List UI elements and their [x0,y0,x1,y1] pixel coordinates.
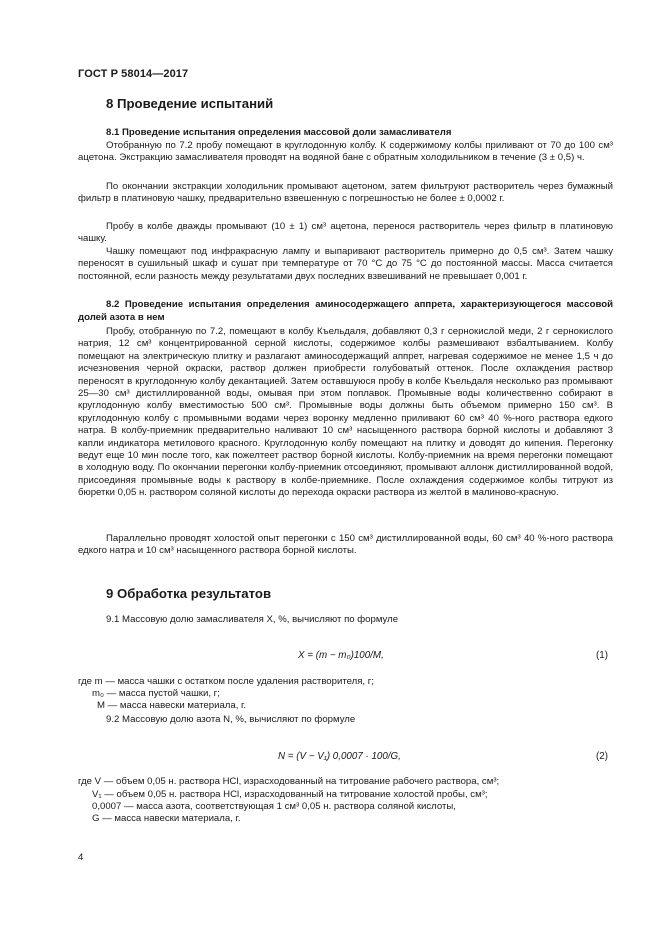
subsection-8-1-title: 8.1 Проведение испытания определения массовой доли замасливателя [106,127,452,138]
paragraph-9-2: 9.2 Массовую долю азота N, %, вычисляют по формуле [106,714,356,725]
paragraph-8-1-3: Пробу в колбе дважды промывают (10 ± 1) см³ ацетона, перенося растворитель через фильтр в платиновую чашку. [78,221,613,245]
paragraph-9-1: 9.1 Массовую долю замасливателя X, %, вычисляют по формуле [106,614,399,625]
formula-1-number: (1) [596,650,608,661]
where-1-line-1: где m — масса чашки с остатком после удаления растворителя, г; [78,676,374,687]
where-2-line-2: V₁ — объем 0,05 н. раствора HCl, израсходованный на титрование холостой пробы, см³; [92,789,488,800]
paragraph-8-1-1: Отобранную по 7.2 пробу помещают в круглодонную колбу. К содержимому колбы приливают от 70 до 100 см³ ацетона. Экстракцию замасливателя проводят на водяной бане с обратным холодильником в течение (3 ± 0,5) ч. [78,140,613,164]
paragraph-8-2-1: Пробу, отобранную по 7.2, помещают в колбу Къельдаля, добавляют 0,3 г сернокислой меди, 2 г сернокислого натрия, 12 см³ концентрированной серной кислоты, содержимое колбы размешивают взбалтыванием. Колбу помещают на электрическую плитку и разлагают аминосодержащий аппрет, нагревая содержимое не менее 1,5 ч до исчезновения черной окраски, раствор должен приобрести голубоватый оттенок. После охлаждения раствор переносят в круглодонную колбу декантацией. Затем оставшуюся пробу в колбе Къельдаля несколько раз промывают 25—30 см³ дистиллированной воды, омывая при этом поплавок. Промывные воды количественно собирают в круглодонную колбу вместимостью 500 см³. Промывные воды должны быть объемом примерно 150 см³. В круглодонную колбу с промывными водами через воронку медленно приливают 60 см³ 40 %-ного раствора едкого натра. В колбу-приемник предварительно наливают 10 см³ насыщенного раствора борной кислоты и добавляют 3 капли индикатора метилового красного. Круглодонную колбу помещают на плитку и доводят до кипения. Перегонку ведут еще 10 мин после того, как пожелтеет раствор борной кислоты. Колбу-приемник на время перегонки помещают в холодную воду. По окончании перегонки колбу-приемник отсоединяют, промывают аллонж дистиллированной водой, присоединяя промывные воды к раствору в колбе-приемнике. После охлаждения содержимое колбы титруют из бюретки 0,05 н. раствором соляной кислоты до перехода окраски раствора из желтой в малиново-красную. [78,326,613,499]
formula-1: X = (m − m₀)100/M, [298,650,384,661]
paragraph-8-2-2: Параллельно проводят холостой опыт перегонки с 150 см³ дистиллированной воды, 60 см³ 40 %-ного раствора едкого натра и 10 см³ насыщенного раствора борной кислоты. [78,533,613,557]
where-2-line-4: G — масса навески материала, г. [92,813,241,824]
formula-2: N = (V − V₁) 0,0007 · 100/G, [278,751,401,762]
paragraph-8-1-2: По окончании экстракции холодильник промывают ацетоном, затем фильтруют растворитель через бумажный фильтр в платиновую чашку, предварительно взвешенную с погрешностью не более ± 0,0002 г. [78,181,613,205]
document-code: ГОСТ Р 58014—2017 [78,68,189,80]
paragraph-8-1-4: Чашку помещают под инфракрасную лампу и выпаривают растворитель примерно до 0,5 см³. Затем чашку переносят в сушильный шкаф и сушат при температуре от 70 °С до 75 °С до постоянной массы. Масса считается постоянной, если разность между результатами двух последних взвешиваний не превышает 0,001 г. [78,246,613,282]
where-2-line-1: где V — объем 0,05 н. раствора HCl, израсходованный на титрование рабочего раствора, см³; [78,776,500,787]
section-9-title: 9 Обработка результатов [106,586,272,601]
where-1-line-2: m₀ — масса пустой чашки, г; [92,688,220,699]
subsection-8-2-title: 8.2 Проведение испытания определения аминосодержащего аппрета, характеризующегося массовой долей азота в нем [78,299,613,324]
section-8-title: 8 Проведение испытаний [106,96,274,111]
formula-2-number: (2) [596,751,608,762]
where-1-line-3: M — масса навески материала, г. [97,700,247,711]
page-number: 4 [78,852,84,863]
where-2-line-3: 0,0007 — масса азота, соответствующая 1 см³ 0,05 н. раствора соляной кислоты, [92,801,456,812]
